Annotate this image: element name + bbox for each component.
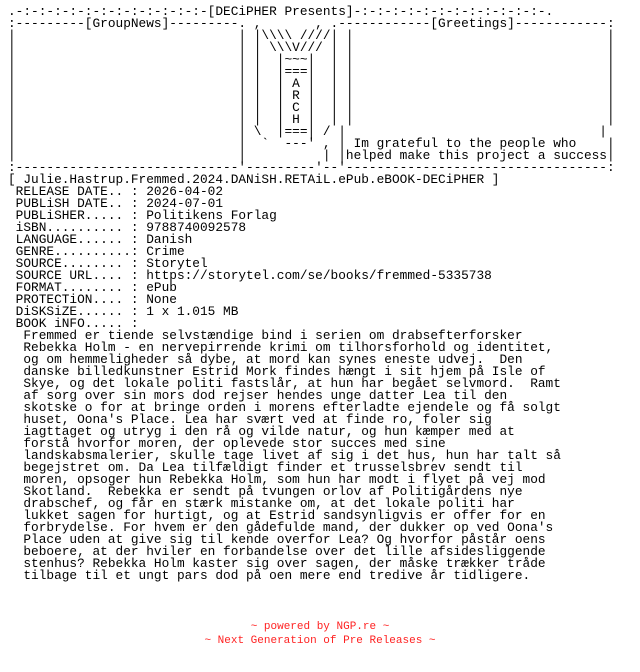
nfo-line: PUBLiSHER..... : Politikens Forlag (8, 208, 277, 223)
nfo-line: Rebekka Holm - en nervepirrende krimi om tilhorsforhold og identitet, (8, 340, 554, 355)
footer-powered-by: ~ powered by NGP.re ~ (250, 621, 390, 633)
nfo-line: Skye, og det lokale politi fastslår, at hun har begået selvmord. Ramt (8, 376, 561, 391)
nfo-line: | | |\\\\ ////| | | (8, 28, 615, 43)
nfo-line: :-----------------------------'---------'--'----------------------------------: (8, 160, 615, 175)
nfo-line: | | \ |===| / | | (8, 124, 607, 139)
nfo-line: danske billedkunstner Estrid Mork findes hængt i sit hjem på Isle of (8, 364, 546, 379)
nfo-line: landskabsmalerier, skulle tage livet af sig i det hus, hun har talt så (8, 448, 561, 463)
nfo-line: GENRE..........: Crime (8, 244, 185, 259)
nfo-line: beboere, at der hviler en forbandelse over det lille afsidesliggende (8, 544, 546, 559)
nfo-line: | | | |helped make this project a success| (8, 148, 615, 163)
nfo-line: LANGUAGE...... : Danish (8, 232, 193, 247)
nfo-line: .-:-:-:-:-:-:-:-:-:-:-:-:-[DECiPHER Presents]-:-:-:-:-:-:-:-:-:-:-:-:-. (8, 4, 554, 19)
nfo-line: | | | | A | | | | (8, 76, 615, 91)
nfo-line: iagttaget og utryg i den rå og vilde natur, og hun kæmper med at (8, 424, 515, 439)
nfo-line: Fremmed er tiende selvstændige bind i serien om drabsefterforsker (8, 328, 523, 343)
footer (0, 620, 640, 648)
nfo-line: | | | | C | | | | (8, 100, 615, 115)
nfo-line: forbrydelse. For hvem er den gådefulde mand, der dukker op ved Oona's (8, 520, 554, 535)
nfo-line: og om hemmeligheder så dybe, at mord kan synes eneste udvej. Den (8, 352, 523, 367)
nfo-line: [ Julie.Hastrup.Fremmed.2024.DANiSH.RETAiL.ePub.eBOOK-DECiPHER ] (8, 172, 500, 187)
nfo-line: FORMAT........ : ePub (8, 280, 177, 295)
nfo-line: | | ` ---' , | Im grateful to the people who | (8, 136, 615, 151)
nfo-line: tilbage til et ungt pars dod på oen mere end tredive år tidligere. (8, 568, 531, 583)
nfo-text-block (8, 6, 615, 582)
nfo-line: begejstret om. Da Lea tilfældigt finder et trusselsbrev sendt til (8, 460, 523, 475)
footer-tagline: ~ Next Generation of Pre Releases ~ (204, 635, 436, 647)
nfo-line: PROTECTiON.... : None (8, 292, 177, 307)
nfo-line: | | | | H | | | | (8, 112, 615, 127)
nfo-line: DiSKSiZE...... : 1 x 1.015 MB (8, 304, 239, 319)
nfo-line: drabschef, og får en stærk mistanke om, at det lokale politi har (8, 496, 515, 511)
nfo-line: af sorg over sin mors dod rejser hendes unge datter Lea til den (8, 388, 508, 403)
nfo-line: :---------[GroupNews]---------. , , .------------[Greetings]------------: (8, 16, 615, 31)
nfo-line: Skotland. Rebekka er sendt på tvungen orlov af Politigårdens nye (8, 484, 523, 499)
nfo-line: SOURCE URL.... : https://storytel.com/se/books/fremmed-5335738 (8, 268, 492, 283)
nfo-line: SOURCE........ : Storytel (8, 256, 208, 271)
nfo-line: PUBLiSH DATE.. : 2024-07-01 (8, 196, 224, 211)
nfo-line: forstå hvorfor moren, der oplevede stor succes med sine (8, 436, 446, 451)
nfo-line: moren, opsoger hun Rebekka Holm, som hun har modt i flyet på vej mod (8, 472, 546, 487)
nfo-line: | | | |===| | | | (8, 64, 615, 79)
nfo-line: Place uden at give sig til kende overfor Lea? Og hvorfor påstår oens (8, 532, 546, 547)
nfo-line: stenhus? Rebekka Holm kaster sig over sagen, der måske trækker tråde (8, 556, 546, 571)
nfo-line: | | | \\\V/// | | | (8, 40, 615, 55)
nfo-line: skotske o for at bringe orden i morens efterladte ejendele og få solgt (8, 400, 561, 415)
nfo-line: BOOK iNFO..... : (8, 316, 139, 331)
nfo-line: RELEASE DATE.. : 2026-04-02 (8, 184, 224, 199)
nfo-line: | | | | R | | | | (8, 88, 615, 103)
nfo-line: | | | |~~~| | | | (8, 52, 615, 67)
nfo-line: iSBN.......... : 9788740092578 (8, 220, 247, 235)
nfo-line: lukket sagen for hurtigt, og at Estrid sandsynligvis er offer for en (8, 508, 546, 523)
nfo-line: huset, Oona's Place. Lea har svært ved at finde ro, foler sig (8, 412, 492, 427)
